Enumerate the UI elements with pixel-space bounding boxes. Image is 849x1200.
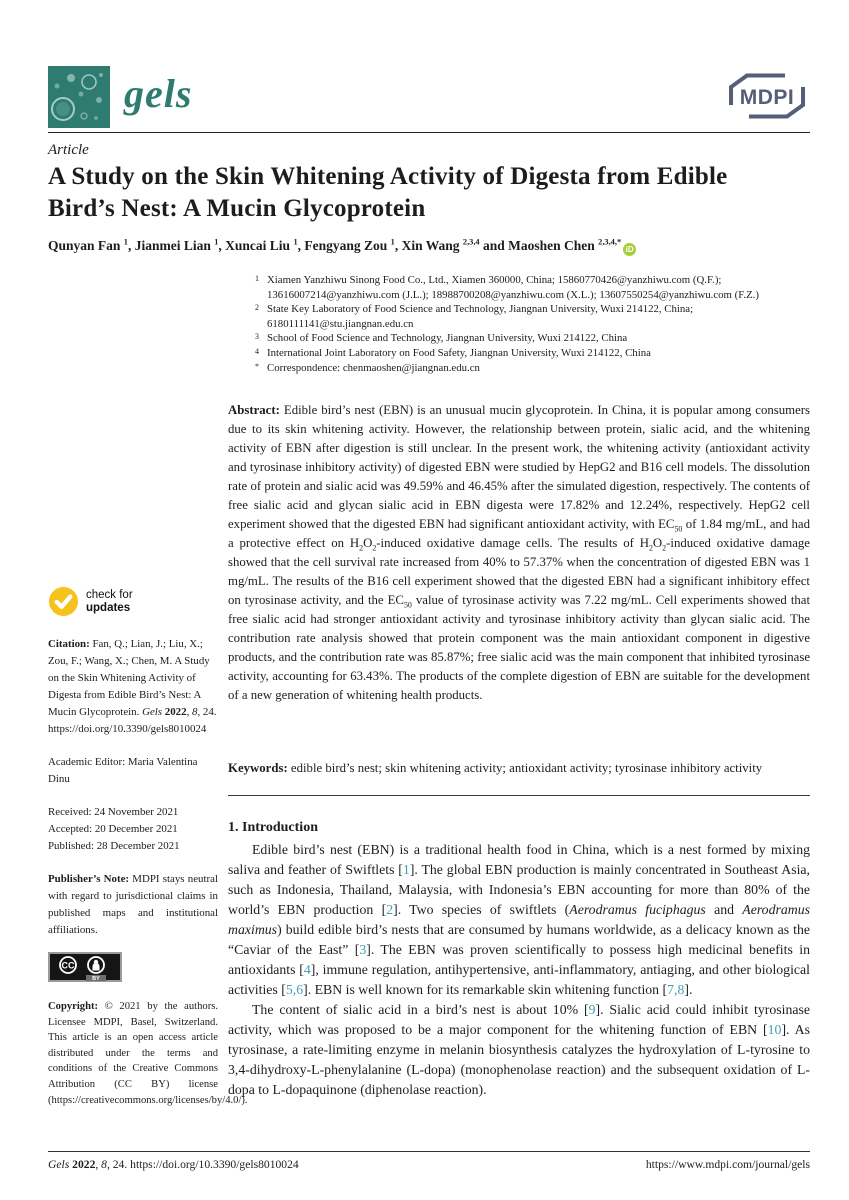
publishers-note: Publisher’s Note: MDPI stays neutral with regard to jurisdictional claims in published maps and institutional affiliations. <box>48 873 218 936</box>
published-date: Published: 28 December 2021 <box>48 840 180 852</box>
affiliation-text: School of Food Science and Technology, Jiangnan University, Wuxi 214122, China <box>267 332 628 345</box>
gels-logo-icon <box>48 66 110 128</box>
page-header <box>48 66 810 128</box>
affiliation-marker: 2 <box>255 303 259 313</box>
header-divider <box>48 132 810 133</box>
keywords-divider <box>228 795 810 796</box>
footer-journal-url[interactable]: https://www.mdpi.com/journal/gels <box>645 1158 810 1171</box>
affiliation-marker: 1 <box>255 274 259 283</box>
affiliation-item <box>255 273 817 302</box>
article-type-label: Article <box>48 142 89 158</box>
academic-editor: Academic Editor: Maria Valentina Dinu <box>48 756 198 785</box>
mdpi-logo-text: MDPI <box>739 86 795 109</box>
abstract-section <box>228 401 810 705</box>
affiliation-item <box>255 331 817 346</box>
abstract-text: Edible bird’s nest (EBN) is an unusual mucin glycoprotein. In China, it is popular among consumers due to its skin whitening activity. However, the relationship between protein, sialic acid, and the whitening activity of EBN after digestion is still unclear. In the present work, the whitening activity (antioxidant activity and tyrosinase inhibitory activity) of digested EBN were studied by HepG2 and B16 cell models. The dissolution rate of protein and sialic acid was 49.59% and 46.45% after the simulated digestion, respectively. The contents of free sialic acid and glycan sialic acid in EBN digesta were 17.82% and 12.24%, respectively. HepG2 cell experiment showed that the digested EBN had significant antioxidant activity, with $EC_{50}$ of 1.84 mg/mL, and had a protective effect on $H_2O_2$-induced oxidative damage cells. The results of $H_2O_2$-induced oxidative damage showed that the cell survival rate increased from 40% to 57.37% when the concentration of digested EBN was 1 mg/mL. The results of the B16 cell experiment showed that the digested EBN had a significant inhibitory effect on tyrosinase activity, and the $EC_{50}$ value of tyrosinase activity was 7.22 mg/mL. Cell experiments showed that free sialic acid had stronger antioxidant activity and tyrosinase inhibitory activity than glycan sialic acid. The contribution rate analysis showed that protein component was the main antioxidant component in digestive products, and the contribution rate was 85.87%; free sialic acid was the main component that inhibited tyrosinase activity, accounting for 63.43%. The products of the complete digestion of EBN are suitable for the development of a new generation of whitening health products. <box>228 403 811 702</box>
authors-text: Qunyan Fan $^1$, Jianmei Lian $^1$, Xuncai Liu $^1$, Fengyang Zou $^1$, Xin Wang $^{2,3,4}$ and Maoshen Chen $^{2,3,4,*}$ <box>48 237 622 253</box>
affiliation-marker: * <box>255 361 259 371</box>
check-for-updates-label: check for updates <box>86 589 133 614</box>
mdpi-logo-icon <box>724 72 810 120</box>
affiliation-text: Xiamen Yanzhiwu Sinong Food Co., Ltd., Xiamen 360000, China; 15860770426@yanzhiwu.com (Q.F.); 13616007214@yanzhiwu.com (J.L.); 18988700208@yanzhiwu.com (X.L.); 13607550254@yanzhiwu.com (F.Z.) <box>267 274 759 301</box>
cc-by-icon <box>48 952 122 982</box>
affiliation-item <box>255 302 817 331</box>
cc-by-license-badge[interactable] <box>48 952 218 988</box>
check-for-updates-button[interactable] <box>48 586 218 617</box>
check-icon <box>48 586 79 617</box>
left-sidebar <box>48 586 248 1108</box>
accepted-date: Accepted: 20 December 2021 <box>48 823 178 835</box>
mdpi-logo[interactable] <box>724 72 810 125</box>
affiliation-item <box>255 361 817 376</box>
affiliation-marker: 4 <box>255 346 259 356</box>
svg-text:BY: BY <box>92 976 100 982</box>
keywords-text: edible bird’s nest; skin whitening activity; antioxidant activity; tyrosinase inhibitory activity <box>290 761 763 775</box>
gels-journal-logo[interactable] <box>48 66 110 128</box>
introduction-text <box>228 840 810 1100</box>
authors-line <box>48 238 808 256</box>
affiliation-text[interactable]: Correspondence: chenmaoshen@jiangnan.edu.cn <box>267 361 480 374</box>
intro-paragraph: The content of sialic acid in a bird’s nest is about 10% [9]. Sialic acid could inhibit tyrosinase activity, which was proposed to be a major component for the whitening function of EBN [10]. As tyrosinase, a rate-limiting enzyme in melanin biosynthesis catalyzes the hydroxylation of L-tyrosine to 3,4-dihydroxy-L-phenylalanine (L-dopa) (monophenolase reaction) and the subsequent oxidation of L-dopa to L-dopaquinone (diphenolase reaction). <box>228 1002 810 1097</box>
citation-block: Citation: Fan, Q.; Lian, J.; Liu, X.; Zou, F.; Wang, X.; Chen, M. A Study on the Skin Whitening Activity of Digesta from Edible Bird’s Nest: A Mucin Glycoprotein. Gels 2022, 8, 24. https://doi.org/10.3390/gels8010024 <box>48 638 217 735</box>
affiliation-text: International Joint Laboratory on Food Safety, Jiangnan University, Wuxi 214122, China <box>267 346 651 359</box>
received-date: Received: 24 November 2021 <box>48 806 179 818</box>
section-heading-introduction: 1. Introduction <box>228 820 318 835</box>
abstract-label: Abstract: <box>228 403 280 417</box>
journal-name: gels <box>124 71 193 116</box>
dates-block <box>48 804 218 855</box>
footer-divider <box>48 1151 810 1152</box>
article-title: A Study on the Skin Whitening Activity of Digesta from Edible Bird’s Nest: A Mucin Glycoprotein <box>48 163 728 222</box>
svg-text:CC: CC <box>61 960 75 971</box>
affiliation-item <box>255 346 817 361</box>
copyright-block: Copyright: © 2021 by the authors. Licensee MDPI, Basel, Switzerland. This article is an open access article distributed under the terms and conditions of the Creative Commons Attribution (CC BY) license (https://creativecommons.org/licenses/by/4.0/). <box>48 1001 248 1106</box>
affiliation-marker: 3 <box>255 332 259 342</box>
footer-citation-doi[interactable]: Gels 2022, 8, 24. https://doi.org/10.3390/gels8010024 <box>48 1158 299 1171</box>
intro-paragraph: Edible bird’s nest (EBN) is a traditional health food in China, which is a nest formed by mixing saliva and feather of Swiftlets [1]. The global EBN production is mainly concentrated in Southeast Asia, such as Indonesia, Thailand, Malaysia, with Indonesia’s EBN accounting for more than 80% of the world’s EBN production [2]. Two species of swiftlets (Aerodramus fuciphagus and Aerodramus maximus) build edible bird’s nests that are consumed by humans worldwide, as a delicacy known as the “Caviar of the East” [3]. The EBN was proven scientifically to possess high medicinal benefits in antioxidants [4], immune regulation, antihypertensive, anti-inflammatory, antiaging, and other biological activities [5,6]. EBN is well known for its remarkable skin whitening function [7,8]. <box>228 842 810 997</box>
keywords-label: Keywords: <box>228 761 288 775</box>
page-footer <box>48 1158 810 1171</box>
affiliations-list <box>255 273 817 375</box>
keywords-section <box>228 761 810 776</box>
affiliation-text: State Key Laboratory of Food Science and Technology, Jiangnan University, Wuxi 214122, China; 6180111141@stu.jiangnan.edu.cn <box>267 303 694 330</box>
orcid-icon[interactable]: iD <box>623 243 636 256</box>
